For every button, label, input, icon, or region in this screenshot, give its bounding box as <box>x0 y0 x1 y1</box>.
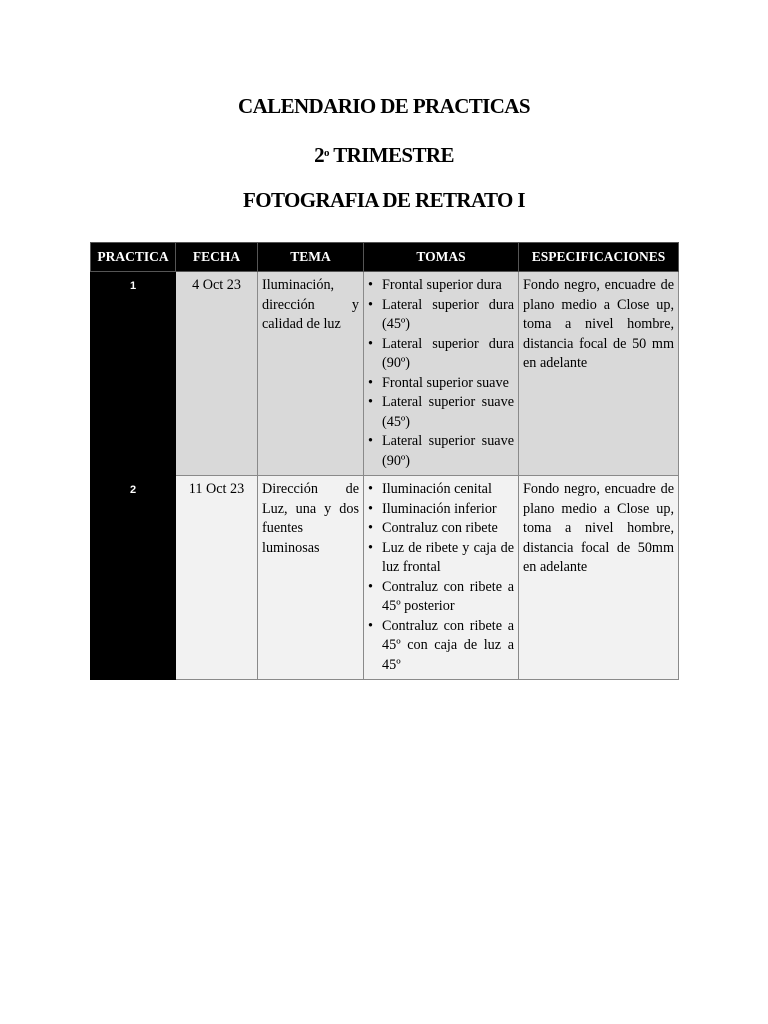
fecha-cell: 4 Oct 23 <box>176 272 258 476</box>
table-row <box>91 476 679 680</box>
tema-cell: Iluminación, dirección y calidad de luz <box>258 272 364 476</box>
practice-schedule-table <box>90 242 679 680</box>
tomas-cell <box>364 476 519 680</box>
especificaciones-cell: Fondo negro, encuadre de plano medio a Close up, toma a nivel hombre, distancia focal de 50mm en adelante <box>519 476 679 680</box>
list-item: • Contraluz con ribete a 45º con caja de luz a 45º <box>368 617 514 676</box>
header-tomas: TOMAS <box>364 243 519 272</box>
document-title: CALENDARIO DE PRACTICAS <box>238 94 530 118</box>
especificaciones-cell: Fondo negro, encuadre de plano medio a Close up, toma a nivel hombre, distancia focal de 50 mm en adelante <box>519 272 679 476</box>
document-header <box>0 94 768 235</box>
list-item: • Iluminación inferior <box>368 500 514 520</box>
ordinal-mark: o <box>324 147 329 159</box>
tomas-list <box>368 276 514 471</box>
tomas-list <box>368 480 514 675</box>
list-item: • Lateral superior suave (90º) <box>368 432 514 471</box>
list-item: • Frontal superior suave <box>368 374 514 394</box>
table-row <box>91 272 679 476</box>
list-item: • Contraluz con ribete a 45º posterior <box>368 578 514 617</box>
practica-cell: 1 <box>91 272 176 476</box>
trimester-label: TRIMESTRE <box>328 143 454 167</box>
trimester-number: 2 <box>314 143 325 167</box>
tema-cell: Dirección de Luz, una y dos fuentes luminosas <box>258 476 364 680</box>
header-tema: TEMA <box>258 243 364 272</box>
header-especificaciones: ESPECIFICACIONES <box>519 243 679 272</box>
practica-cell: 2 <box>91 476 176 680</box>
fecha-cell: 11 Oct 23 <box>176 476 258 680</box>
header-fecha: FECHA <box>176 243 258 272</box>
list-item: • Frontal superior dura <box>368 276 514 296</box>
header-practica: PRACTICA <box>91 243 176 272</box>
list-item: • Contraluz con ribete <box>368 519 514 539</box>
trimester-title <box>0 141 768 166</box>
list-item: • Luz de ribete y caja de luz frontal <box>368 539 514 578</box>
list-item: • Iluminación cenital <box>368 480 514 500</box>
list-item: • Lateral superior dura (45º) <box>368 296 514 335</box>
tomas-cell <box>364 272 519 476</box>
list-item: • Lateral superior suave (45º) <box>368 393 514 432</box>
list-item: • Lateral superior dura (90º) <box>368 335 514 374</box>
table-header-row <box>91 243 679 272</box>
course-title: FOTOGRAFIA DE RETRATO I <box>242 188 525 212</box>
